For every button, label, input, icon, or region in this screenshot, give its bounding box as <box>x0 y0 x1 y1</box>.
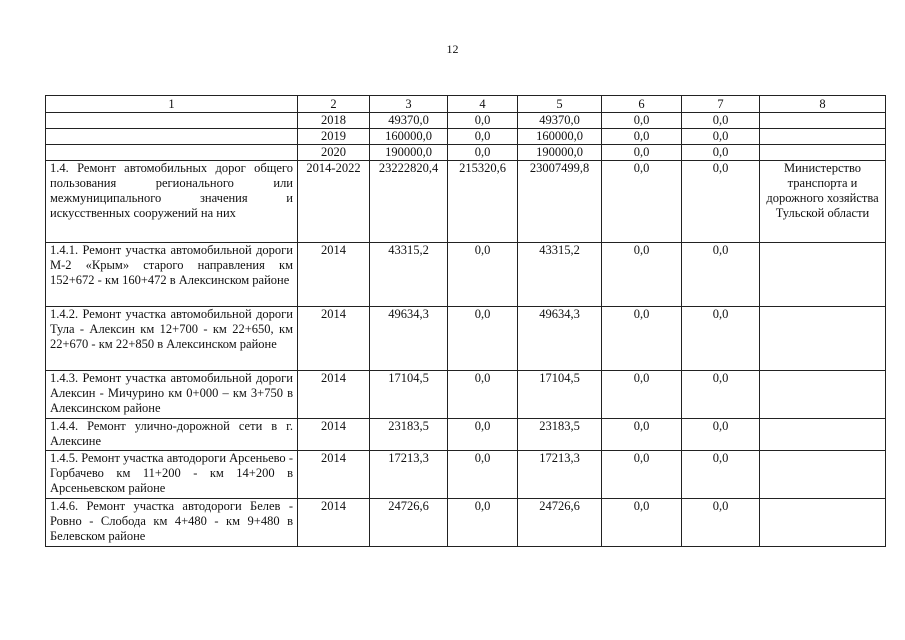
empty-cell <box>760 499 886 547</box>
value-cell: 17104,5 <box>370 371 448 419</box>
value-cell: 0,0 <box>448 243 518 307</box>
column-header: 2 <box>298 96 370 113</box>
table-row <box>46 499 886 547</box>
value-cell: 0,0 <box>682 307 760 371</box>
value-cell: 0,0 <box>682 129 760 145</box>
value-cell: 43315,2 <box>370 243 448 307</box>
value-cell: 17213,3 <box>370 451 448 499</box>
value-cell: 23007499,8 <box>518 161 602 243</box>
value-cell: 0,0 <box>682 161 760 243</box>
table-row <box>46 243 886 307</box>
value-cell: 49370,0 <box>370 113 448 129</box>
header-row <box>46 96 886 113</box>
value-cell: 0,0 <box>448 129 518 145</box>
empty-cell <box>46 129 298 145</box>
table-row <box>46 451 886 499</box>
value-cell: 0,0 <box>448 499 518 547</box>
description-cell: 1.4. Ремонт автомобильных дорог общего пользования регионального или межмуниципального значения и искусственных сооружений на них <box>46 161 298 243</box>
value-cell: 24726,6 <box>370 499 448 547</box>
empty-cell <box>760 145 886 161</box>
description-cell: 1.4.5. Ремонт участка автодороги Арсеньево - Горбачево км 11+200 - км 14+200 в Арсеньевском районе <box>46 451 298 499</box>
value-cell: 0,0 <box>682 145 760 161</box>
empty-cell <box>760 243 886 307</box>
value-cell: 0,0 <box>682 371 760 419</box>
empty-cell <box>760 129 886 145</box>
table-row <box>46 371 886 419</box>
value-cell: 0,0 <box>448 451 518 499</box>
description-cell: 1.4.3. Ремонт участка автомобильной дороги Алексин - Мичурино км 0+000 – км 3+750 в Алексинском районе <box>46 371 298 419</box>
empty-cell <box>760 419 886 451</box>
value-cell: 23183,5 <box>370 419 448 451</box>
description-cell: 1.4.1. Ремонт участка автомобильной дороги М-2 «Крым» старого направления км 152+672 - км 160+472 в Алексинском районе <box>46 243 298 307</box>
main-row <box>46 161 886 243</box>
table-row <box>46 419 886 451</box>
page-number: 12 <box>446 42 459 56</box>
value-cell: 23183,5 <box>518 419 602 451</box>
empty-cell <box>760 113 886 129</box>
value-cell: 43315,2 <box>518 243 602 307</box>
value-cell: 0,0 <box>448 419 518 451</box>
table-row <box>46 307 886 371</box>
program-table <box>45 95 886 547</box>
empty-cell <box>46 145 298 161</box>
description-cell: 1.4.6. Ремонт участка автодороги Белев - Ровно - Слобода км 4+480 - км 9+480 в Белевском районе <box>46 499 298 547</box>
year-row <box>46 113 886 129</box>
column-header: 8 <box>760 96 886 113</box>
year-cell: 2014 <box>298 451 370 499</box>
value-cell: 0,0 <box>602 451 682 499</box>
year-row <box>46 145 886 161</box>
value-cell: 0,0 <box>448 371 518 419</box>
year-cell: 2014-2022 <box>298 161 370 243</box>
value-cell: 160000,0 <box>518 129 602 145</box>
value-cell: 49634,3 <box>518 307 602 371</box>
empty-cell <box>46 113 298 129</box>
value-cell: 0,0 <box>602 419 682 451</box>
column-header: 4 <box>448 96 518 113</box>
year-cell: 2014 <box>298 243 370 307</box>
value-cell: 0,0 <box>602 129 682 145</box>
year-cell: 2014 <box>298 371 370 419</box>
year-cell: 2019 <box>298 129 370 145</box>
value-cell: 0,0 <box>448 307 518 371</box>
value-cell: 17104,5 <box>518 371 602 419</box>
value-cell: 215320,6 <box>448 161 518 243</box>
value-cell: 0,0 <box>682 419 760 451</box>
value-cell: 190000,0 <box>518 145 602 161</box>
value-cell: 0,0 <box>682 499 760 547</box>
description-cell: 1.4.2. Ремонт участка автомобильной дороги Тула - Алексин км 12+700 - км 22+650, км 22+670 - км 22+850 в Алексинском районе <box>46 307 298 371</box>
year-cell: 2020 <box>298 145 370 161</box>
column-header: 7 <box>682 96 760 113</box>
column-header: 6 <box>602 96 682 113</box>
value-cell: 49370,0 <box>518 113 602 129</box>
year-cell: 2018 <box>298 113 370 129</box>
value-cell: 0,0 <box>602 243 682 307</box>
value-cell: 49634,3 <box>370 307 448 371</box>
value-cell: 0,0 <box>602 145 682 161</box>
value-cell: 24726,6 <box>518 499 602 547</box>
value-cell: 0,0 <box>448 145 518 161</box>
column-header: 3 <box>370 96 448 113</box>
value-cell: 17213,3 <box>518 451 602 499</box>
column-header: 5 <box>518 96 602 113</box>
value-cell: 0,0 <box>448 113 518 129</box>
empty-cell <box>760 307 886 371</box>
value-cell: 0,0 <box>682 113 760 129</box>
value-cell: 0,0 <box>682 451 760 499</box>
year-cell: 2014 <box>298 307 370 371</box>
value-cell: 0,0 <box>682 243 760 307</box>
value-cell: 0,0 <box>602 161 682 243</box>
column-header: 1 <box>46 96 298 113</box>
value-cell: 190000,0 <box>370 145 448 161</box>
value-cell: 0,0 <box>602 499 682 547</box>
value-cell: 0,0 <box>602 307 682 371</box>
description-cell: 1.4.4. Ремонт улично-дорожной сети в г. Алексине <box>46 419 298 451</box>
value-cell: 160000,0 <box>370 129 448 145</box>
empty-cell <box>760 451 886 499</box>
responsible-org-cell: Министерство транспорта и дорожного хозяйства Тульской области <box>760 161 886 243</box>
year-cell: 2014 <box>298 499 370 547</box>
year-row <box>46 129 886 145</box>
value-cell: 23222820,4 <box>370 161 448 243</box>
value-cell: 0,0 <box>602 371 682 419</box>
value-cell: 0,0 <box>602 113 682 129</box>
year-cell: 2014 <box>298 419 370 451</box>
empty-cell <box>760 371 886 419</box>
